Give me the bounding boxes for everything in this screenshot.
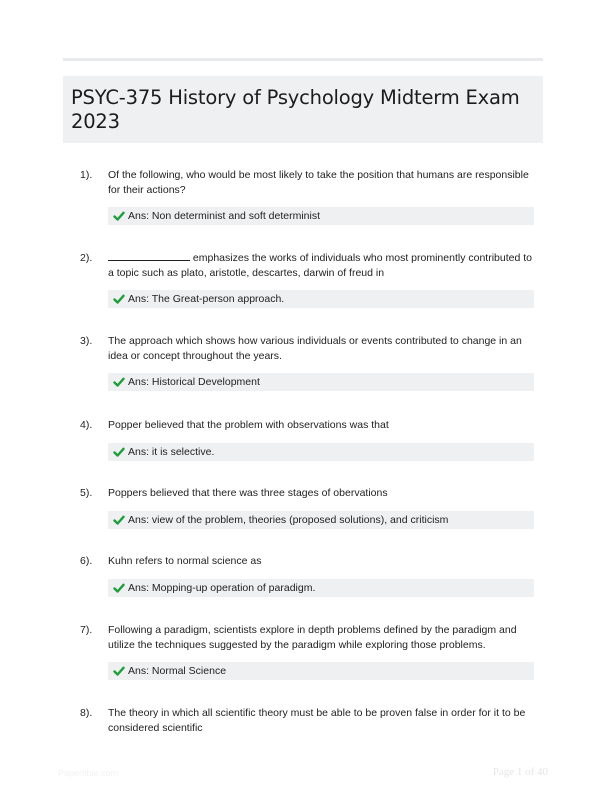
check-icon: [113, 293, 125, 305]
top-divider: [63, 58, 543, 61]
question-text: Poppers believed that there was three stages of obervations: [108, 487, 388, 499]
check-icon: [113, 665, 125, 677]
check-icon: [113, 582, 125, 594]
question-number: 4).: [80, 419, 93, 431]
answer-text: Ans: Mopping-up operation of paradigm.: [128, 582, 316, 594]
check-icon: [113, 446, 125, 458]
check-icon: [113, 210, 125, 222]
answer-box: [108, 207, 534, 225]
title-banner: [63, 76, 543, 143]
question-text: The theory in which all scientific theory must be able to be proven false in order for it to be considered scientific: [108, 707, 526, 734]
question-item: [80, 623, 540, 680]
question-item: [80, 334, 540, 391]
check-icon: [113, 514, 125, 526]
question-text: Of the following, who would be most likely to take the position that humans are responsible for their actions?: [108, 169, 529, 196]
answer-text: Ans: Normal Science: [128, 665, 227, 677]
footer-site: Papertible.com: [58, 768, 119, 778]
footer-page-number: Page 1 of 40: [492, 766, 548, 778]
question-number: 7).: [80, 624, 93, 636]
answer-text: Ans: it is selective.: [128, 446, 215, 458]
question-text-rest: emphasizes the works of individuals who most prominently contributed to a topic such as plato, aristotle, descartes, darwin of freud in: [108, 252, 532, 279]
question-number: 6).: [80, 555, 93, 567]
question-text: The approach which shows how various individuals or events contributed to change in an idea or concept throughout the years.: [108, 335, 522, 362]
question-number: 1).: [80, 169, 93, 181]
answer-text: Ans: Historical Development: [128, 376, 260, 388]
question-text: Following a paradigm, scientists explore in depth problems defined by the paradigm and utilize the techniques suggested by the paradigm while exploring those problems.: [108, 624, 517, 651]
check-icon: [113, 376, 125, 388]
answer-box: [108, 443, 534, 461]
answer-box: [108, 579, 534, 597]
question-item: [80, 168, 540, 225]
question-number: 8).: [80, 707, 93, 719]
question-number: 3).: [80, 335, 93, 347]
question-text: Kuhn refers to normal science as: [108, 555, 262, 567]
question-item: [80, 251, 540, 308]
answer-text: Ans: Non determinist and soft determinist: [128, 210, 321, 222]
answer-text: Ans: The Great-person approach.: [128, 293, 285, 305]
answer-box: [108, 511, 534, 529]
question-item: [80, 486, 540, 529]
question-item: [80, 706, 540, 736]
question-number: 5).: [80, 487, 93, 499]
answer-box: [108, 662, 534, 680]
fill-in-blank: [108, 251, 190, 261]
question-item: [80, 418, 540, 461]
question-text: Popper believed that the problem with observations was that: [108, 419, 389, 431]
answer-box: [108, 290, 534, 308]
question-item: [80, 554, 540, 597]
question-number: 2).: [80, 252, 93, 264]
answer-text: Ans: view of the problem, theories (proposed solutions), and criticism: [128, 514, 449, 526]
answer-box: [108, 373, 534, 391]
question-text: [108, 251, 536, 281]
page-title: PSYC-375 History of Psychology Midterm Exam 2023: [71, 86, 520, 133]
